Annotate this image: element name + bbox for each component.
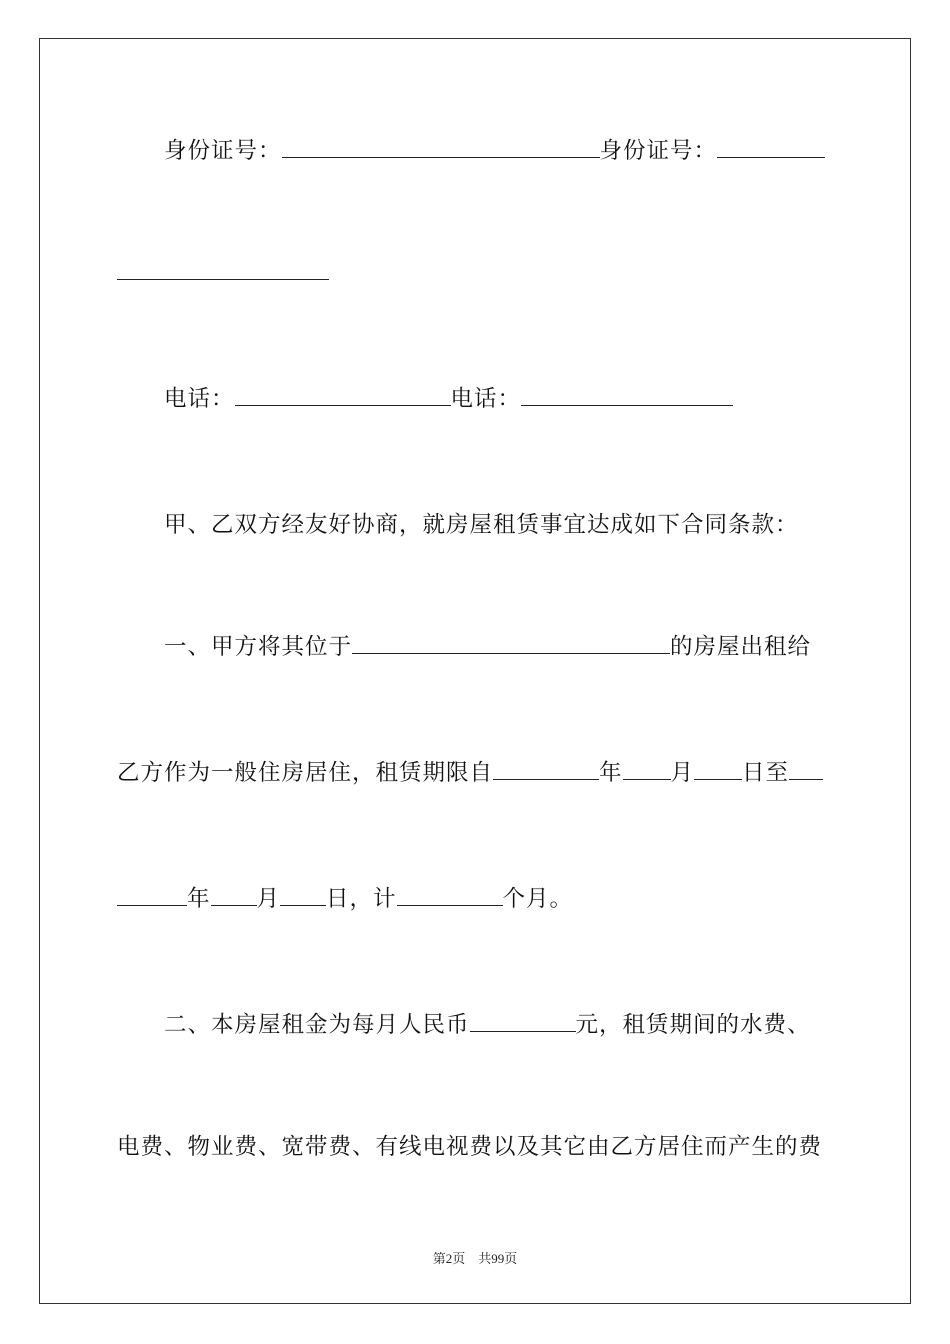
clause2-line1 <box>117 1010 837 1040</box>
start-day-blank[interactable] <box>694 759 742 780</box>
end-year-blank[interactable] <box>117 885 187 906</box>
lease-text: 乙方作为一般住房居住，租赁期限自 <box>117 760 494 786</box>
id-blank-continuation[interactable] <box>117 259 329 280</box>
clause2-continuation: 电费、物业费、宽带费、有线电视费以及其它由乙方居住而产生的费 <box>117 1134 823 1160</box>
clause1-line2 <box>117 758 837 788</box>
id-continuation-line <box>117 258 837 288</box>
phone-label-b: 电话： <box>450 386 522 412</box>
end-year-label: 年 <box>187 886 211 912</box>
clause1-line3 <box>117 884 837 914</box>
clause2-line2 <box>117 1132 837 1162</box>
page-border <box>39 38 911 1304</box>
end-year-blank-part[interactable] <box>789 759 823 780</box>
start-month-blank[interactable] <box>623 759 671 780</box>
end-month-blank[interactable] <box>211 885 257 906</box>
id-label-b: 身份证号： <box>599 138 718 164</box>
day-to-label: 日至 <box>742 760 790 786</box>
months-count-blank[interactable] <box>397 885 503 906</box>
phone-blank-b[interactable] <box>521 385 733 406</box>
intro-paragraph <box>117 510 837 540</box>
address-blank[interactable] <box>352 633 670 654</box>
clause1-text-a: 一、甲方将其位于 <box>164 634 353 660</box>
end-day-blank[interactable] <box>280 885 326 906</box>
rent-amount-blank[interactable] <box>470 1011 576 1032</box>
id-label-a: 身份证号： <box>164 138 282 164</box>
clause1-text-b: 的房屋出租给 <box>670 634 812 660</box>
id-blank-a[interactable] <box>282 137 600 158</box>
end-month-label: 月 <box>256 886 281 912</box>
clause2-text-a: 二、本房屋租金为每月人民币 <box>164 1012 470 1038</box>
months-end-label: 个月。 <box>502 886 574 912</box>
clause2-text-b: 元，租赁期间的水费、 <box>575 1012 811 1038</box>
phone-label-a: 电话： <box>164 386 235 412</box>
page-number-footer: 第2页 共99页 <box>432 1251 518 1266</box>
id-number-line <box>117 136 837 166</box>
clause1-line1 <box>117 632 837 662</box>
start-year-blank[interactable] <box>493 759 599 780</box>
id-blank-b[interactable] <box>717 137 825 158</box>
year-label: 年 <box>599 760 623 786</box>
phone-line <box>117 384 837 414</box>
intro-text: 甲、乙双方经友好协商，就房屋租赁事宜达成如下合同条款： <box>164 512 799 538</box>
day-count-label: 日，计 <box>326 886 397 912</box>
phone-blank-a[interactable] <box>235 385 451 406</box>
month-label: 月 <box>670 760 695 786</box>
